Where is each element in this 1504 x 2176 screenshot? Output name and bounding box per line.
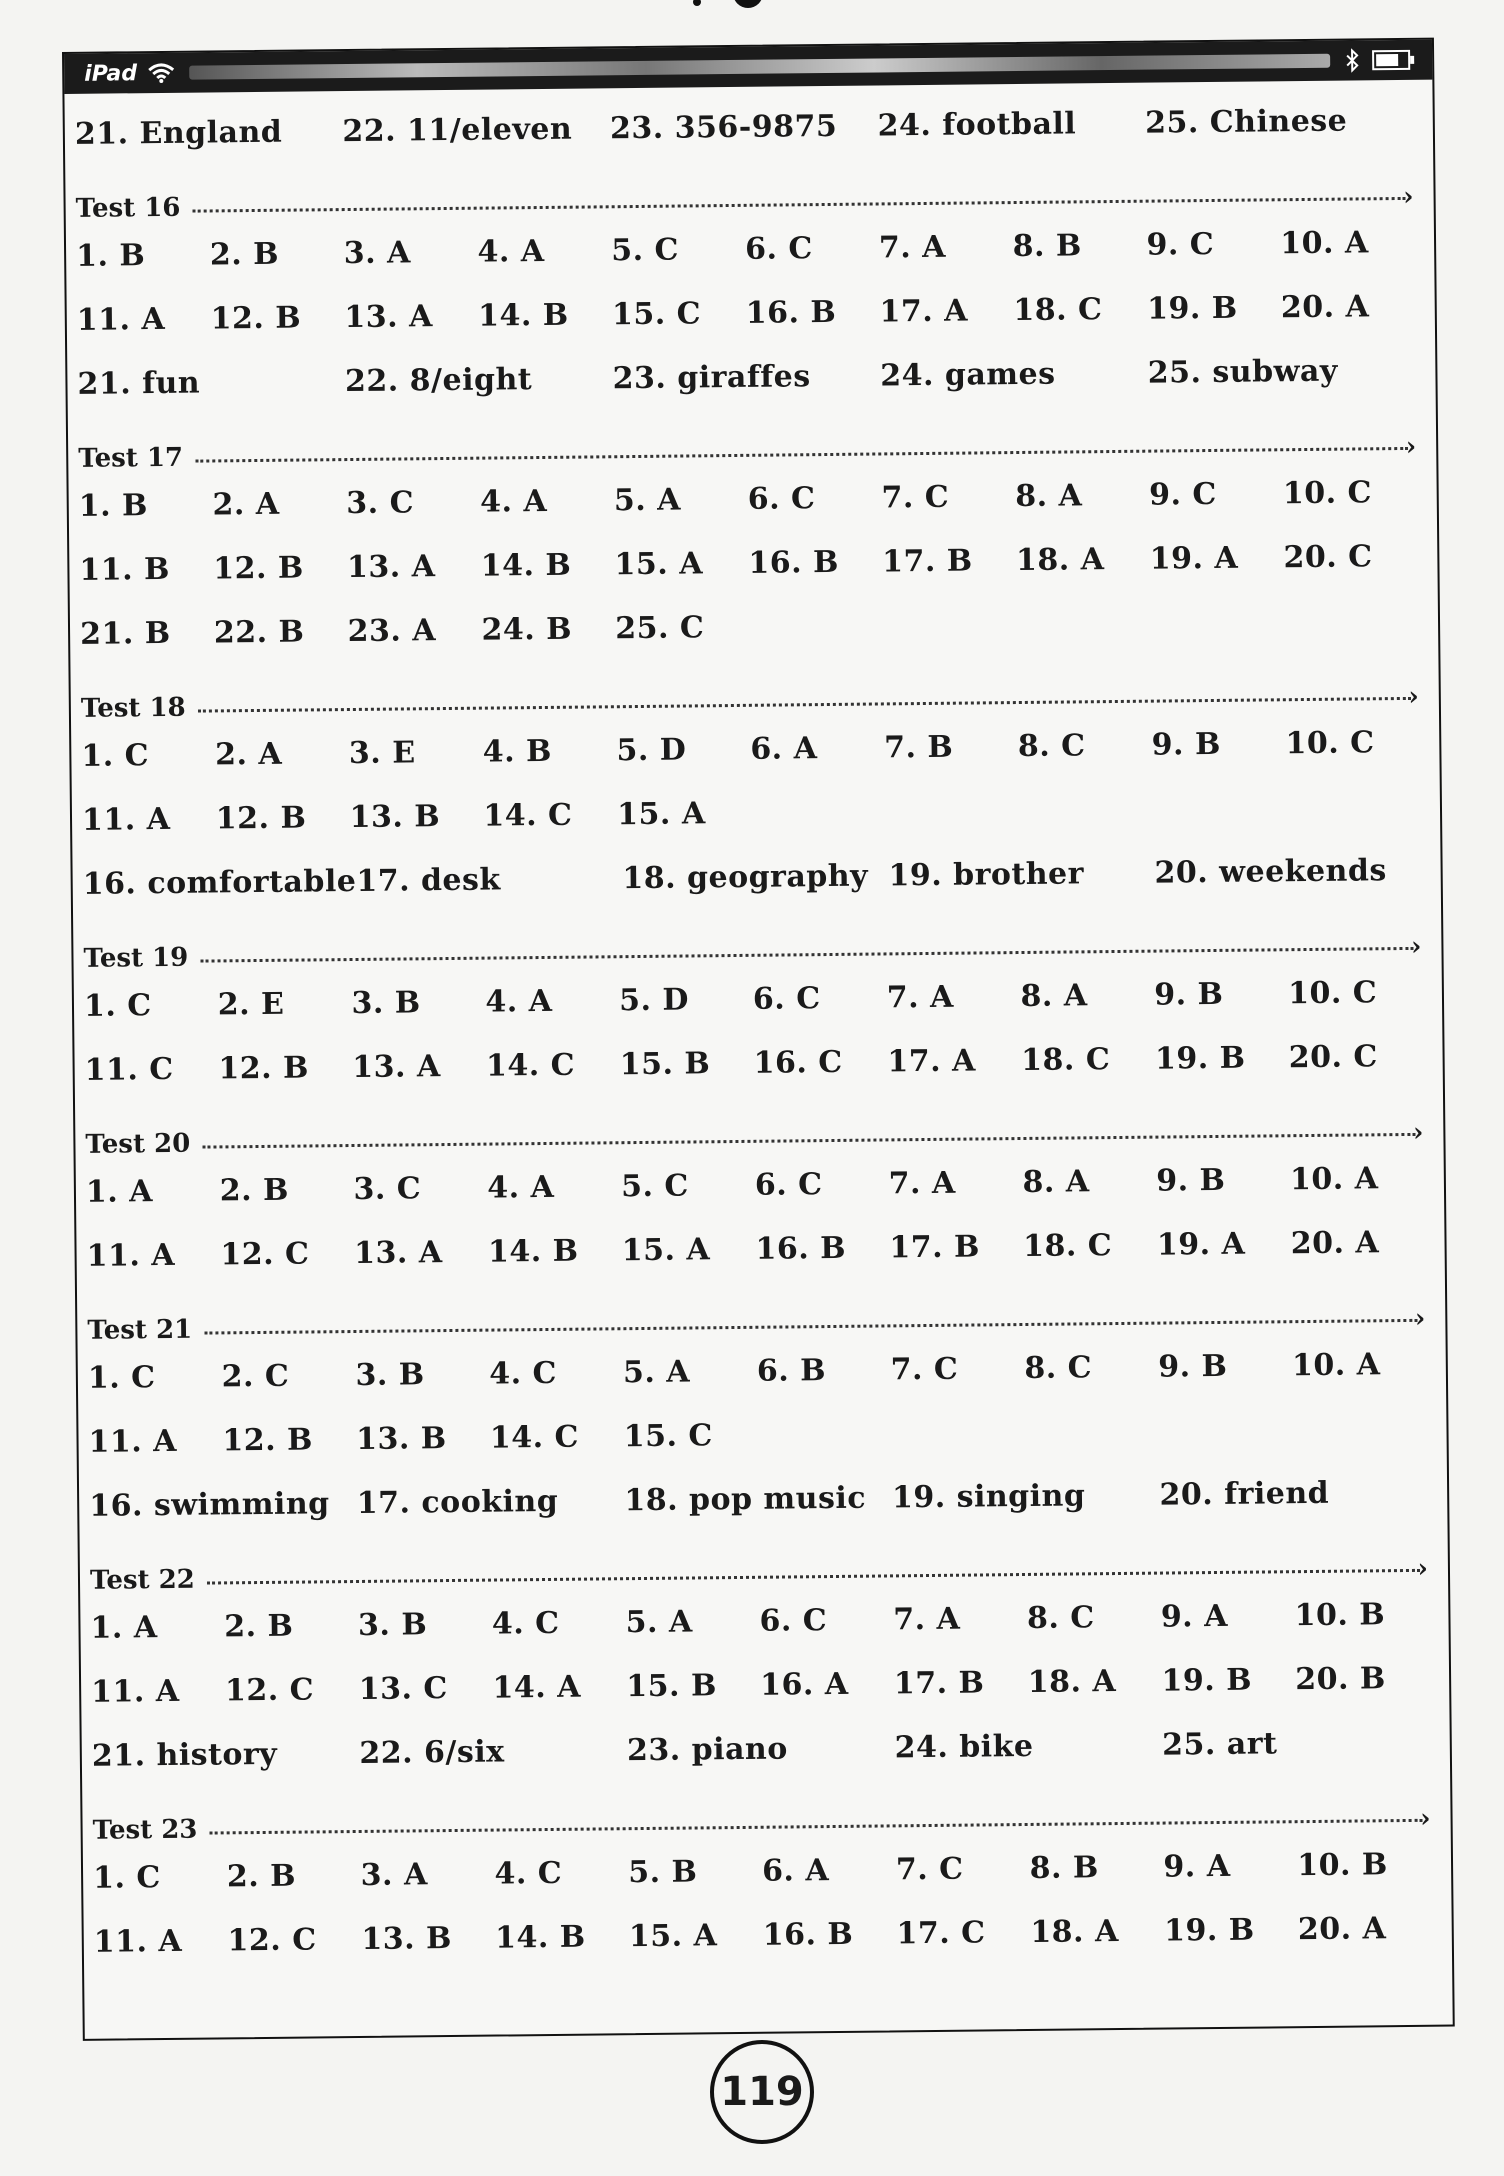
answer-cell: 6. C: [744, 230, 813, 267]
answer-cell: 3. C: [353, 1170, 422, 1207]
status-strip: [189, 54, 1330, 80]
answer-cell: 13. B: [349, 798, 441, 835]
answer-cell: 11. A: [81, 801, 171, 838]
answer-cell: 6. C: [747, 480, 816, 517]
answer-cell: 4. A: [477, 233, 545, 270]
answer-cell: [883, 624, 1017, 625]
answer-cell: 3. E: [348, 734, 416, 771]
section-title: Test 19: [83, 942, 189, 974]
page-number: 119: [710, 2040, 814, 2144]
answer-cell: 1. A: [90, 1609, 158, 1646]
answer-cell: 1. C: [92, 1859, 161, 1896]
answer-cell: 6. C: [752, 980, 821, 1017]
answer-cell: 14. C: [485, 1047, 576, 1084]
answer-cell: 20. C: [1283, 538, 1373, 575]
answer-cell: 12. B: [222, 1421, 314, 1458]
answer-cell: [1017, 623, 1151, 624]
answer-cell: 10. A: [1280, 224, 1369, 261]
answer-key-content: [75, 88, 1433, 1974]
answer-cell: 21. England: [74, 114, 283, 152]
answer-cell: 16. swimming: [89, 1485, 330, 1524]
answer-cell: [1286, 806, 1420, 807]
answer-cell: 20. A: [1280, 288, 1370, 325]
answer-cell: 19. B: [1161, 1662, 1253, 1699]
answer-cell: 16. B: [745, 294, 837, 331]
answer-cell: [1293, 1428, 1427, 1429]
answer-row: [93, 1896, 1432, 1974]
answer-cell: 13. A: [352, 1048, 441, 1085]
answer-cell: 18. A: [1027, 1663, 1117, 1700]
answer-cell: 1. B: [78, 487, 149, 524]
answer-cell: 2. B: [224, 1608, 294, 1644]
answer-cell: 13. C: [358, 1670, 448, 1707]
answer-cell: 9. C: [1146, 226, 1215, 263]
answer-cell: 25. Chinese: [1145, 103, 1348, 141]
answer-cell: [749, 625, 883, 626]
answer-cell: 8. C: [1017, 727, 1086, 764]
answer-cell: 15. B: [626, 1667, 718, 1704]
answer-cell: 12. B: [210, 300, 302, 336]
answer-cell: [1019, 809, 1153, 810]
answer-cell: 14. C: [483, 797, 573, 834]
answer-cell: 25. subway: [1147, 353, 1338, 391]
answer-cell: 3. B: [355, 1356, 425, 1393]
answer-cell: 9. B: [1151, 726, 1222, 763]
dotted-leader: [202, 1133, 1415, 1149]
answer-cell: 16. A: [759, 1666, 849, 1703]
answer-cell: 5. B: [628, 1853, 698, 1890]
answer-cell: 2. B: [209, 236, 280, 272]
answer-cell: 23. piano: [626, 1730, 788, 1768]
answer-cell: 24. bike: [894, 1728, 1034, 1765]
arrow-right-icon: ›: [1410, 931, 1422, 962]
answer-cell: 20. B: [1295, 1660, 1386, 1697]
answer-cell: 19. A: [1156, 1226, 1246, 1263]
answer-cell: 25. art: [1161, 1725, 1278, 1763]
answer-cell: 11. C: [84, 1051, 174, 1088]
answer-cell: 14. A: [492, 1669, 582, 1706]
answer-cell: 3. B: [351, 984, 421, 1021]
answer-cell: 12. C: [227, 1921, 317, 1958]
answer-cell: 2. E: [217, 986, 285, 1022]
answer-cell: 8. C: [1024, 1349, 1093, 1386]
section-title: Test 17: [78, 442, 184, 474]
arrow-right-icon: ›: [1417, 1553, 1429, 1584]
answer-cell: 10. A: [1291, 1346, 1381, 1383]
answer-cell: 20. friend: [1159, 1475, 1330, 1513]
answer-cell: 4. B: [482, 733, 553, 770]
answer-cell: 15. C: [623, 1417, 713, 1454]
answer-cell: 2. A: [214, 736, 283, 772]
answer-cell: 5. A: [625, 1603, 693, 1640]
answer-cell: 10. B: [1294, 1596, 1386, 1633]
answer-cell: 7. A: [888, 1165, 956, 1201]
device-label: iPad: [84, 60, 138, 87]
answer-cell: 5. C: [611, 232, 680, 268]
answer-cell: 13. B: [361, 1920, 453, 1957]
answer-cell: 14. B: [494, 1919, 586, 1956]
section-title: Test 22: [89, 1564, 195, 1596]
dotted-leader: [204, 1319, 1417, 1335]
answer-cell: 7. B: [883, 729, 954, 765]
answer-cell: 20. A: [1297, 1910, 1387, 1947]
answer-cell: 2. B: [219, 1172, 290, 1208]
answer-cell: 6. B: [756, 1352, 827, 1389]
answer-cell: 4. C: [489, 1355, 558, 1392]
answer-cell: 16. B: [748, 544, 840, 581]
bluetooth-icon: [1344, 48, 1360, 72]
answer-cell: 9. B: [1154, 976, 1224, 1013]
answer-cell: 8. A: [1022, 1163, 1090, 1200]
answer-cell: 12. B: [213, 549, 304, 586]
answer-cell: 8. B: [1029, 1849, 1099, 1886]
answer-cell: 6. C: [754, 1166, 823, 1203]
answer-cell: 17. B: [881, 542, 973, 579]
section-title: Test 23: [92, 1814, 198, 1846]
answer-cell: 15. A: [628, 1917, 718, 1954]
answer-cell: [1284, 620, 1418, 621]
answer-cell: 7. C: [895, 1851, 964, 1887]
arrow-right-icon: ›: [1414, 1303, 1426, 1334]
answer-cell: 3. A: [360, 1856, 428, 1893]
answer-cell: 17. A: [879, 293, 969, 329]
answer-cell: 10. A: [1289, 1160, 1379, 1197]
answer-cell: 12. C: [224, 1671, 315, 1708]
answer-cell: 18. pop music: [624, 1480, 867, 1518]
answer-cell: 10. C: [1285, 724, 1375, 761]
answer-cell: 2. B: [226, 1858, 297, 1894]
answer-cell: 9. A: [1163, 1848, 1231, 1885]
section-title: Test 16: [75, 192, 181, 224]
answer-cell: 4. C: [491, 1605, 560, 1642]
arrow-right-icon: ›: [1412, 1117, 1424, 1148]
answer-cell: [1025, 1431, 1159, 1432]
answer-cell: 22. 11/eleven: [342, 111, 573, 149]
answer-cell: [751, 811, 885, 812]
answer-cell: 16. B: [762, 1916, 854, 1953]
answer-cell: 5. A: [622, 1353, 691, 1390]
answer-cell: 7. A: [893, 1601, 961, 1637]
answer-cell: 15. C: [611, 295, 702, 332]
answer-cell: 10. C: [1282, 474, 1373, 511]
answer-cell: 18. C: [1013, 291, 1103, 328]
dotted-leader: [195, 447, 1408, 463]
answer-cell: 6. A: [750, 730, 818, 767]
answer-cell: [1159, 1429, 1293, 1430]
answer-cell: 4. A: [487, 1169, 555, 1206]
answer-cell: 17. B: [889, 1228, 981, 1265]
answer-cell: 9. C: [1148, 476, 1217, 513]
tablet-frame: [62, 38, 1455, 2041]
answer-cell: 7. C: [890, 1351, 959, 1387]
status-bar: [64, 40, 1432, 94]
answer-cell: 11. A: [90, 1673, 180, 1710]
answer-cell: 12. B: [215, 799, 307, 836]
answer-cell: 11. A: [93, 1923, 183, 1960]
answer-cell: [885, 810, 1019, 811]
answer-cell: 16. B: [755, 1230, 847, 1267]
answer-cell: 20. C: [1288, 1038, 1378, 1075]
answer-cell: 9. B: [1158, 1348, 1228, 1385]
answer-cell: 8. B: [1012, 227, 1082, 264]
answer-cell: [891, 1432, 1025, 1433]
answer-cell: 10. C: [1287, 974, 1378, 1011]
answer-cell: 18. geography: [622, 858, 869, 896]
answer-cell: 1. C: [81, 737, 150, 774]
answer-cell: 12. C: [220, 1235, 310, 1272]
answer-cell: 5. C: [620, 1168, 689, 1204]
answer-cell: 8. A: [1020, 977, 1088, 1014]
answer-cell: 13. B: [355, 1420, 447, 1457]
answer-cell: 20. weekends: [1154, 852, 1387, 891]
answer-cell: 14. C: [489, 1419, 580, 1456]
answer-cell: 9. A: [1160, 1598, 1229, 1635]
answer-cell: [1150, 621, 1284, 622]
answer-cell: 16. comfortable: [82, 863, 357, 902]
answer-cell: 19. B: [1163, 1912, 1255, 1949]
dotted-leader: [207, 1569, 1420, 1585]
answer-cell: 21. history: [91, 1736, 278, 1774]
answer-cell: 23. giraffes: [612, 358, 811, 396]
answer-cell: 13. A: [354, 1234, 443, 1271]
answer-cell: 14. B: [487, 1233, 579, 1270]
answer-cell: 13. A: [346, 548, 436, 585]
section-title: Test 21: [87, 1314, 193, 1346]
answer-cell: 1. C: [83, 987, 152, 1024]
answer-cell: 11. A: [86, 1237, 176, 1274]
dotted-leader: [200, 947, 1413, 963]
answer-cell: 18. A: [1015, 541, 1105, 578]
answer-cell: 19. A: [1149, 540, 1239, 577]
dotted-leader: [198, 697, 1411, 713]
answer-cell: 4. A: [485, 983, 553, 1020]
answer-cell: 15. B: [619, 1045, 711, 1082]
answer-cell: 3. C: [346, 484, 415, 521]
answer-cell: 12. B: [218, 1049, 310, 1086]
answer-cell: 20. A: [1290, 1224, 1380, 1261]
answer-cell: 7. C: [881, 479, 950, 515]
answer-cell: 21. B: [79, 615, 171, 652]
answer-cell: 13. A: [344, 298, 433, 335]
answer-cell: 23. A: [347, 612, 437, 649]
answer-cell: 11. A: [88, 1423, 178, 1460]
decorative-dot-small: [693, 0, 701, 6]
answer-cell: 17. desk: [356, 861, 501, 899]
arrow-right-icon: ›: [1403, 181, 1414, 212]
answer-cell: 18. C: [1021, 1041, 1111, 1078]
answer-cell: 16. C: [753, 1044, 843, 1081]
answer-cell: 10. B: [1297, 1846, 1388, 1883]
answer-cell: 5. A: [613, 482, 682, 518]
answer-cell: 17. C: [896, 1914, 986, 1951]
wifi-icon: [147, 62, 175, 84]
answer-cell: 5. D: [616, 732, 687, 768]
answer-cell: [1152, 807, 1286, 808]
section-title: Test 18: [80, 692, 186, 724]
answer-cell: 11. B: [79, 551, 171, 588]
answer-cell: 22. B: [213, 613, 305, 650]
answer-cell: 19. B: [1154, 1040, 1246, 1077]
answer-cell: 9. B: [1156, 1162, 1226, 1199]
answer-cell: 3. B: [357, 1606, 428, 1643]
answer-cell: 21. fun: [77, 365, 201, 402]
answer-cell: 4. A: [479, 483, 548, 520]
answer-cell: 18. A: [1030, 1913, 1119, 1950]
answer-cell: 22. 6/six: [359, 1733, 505, 1771]
answer-cell: 7. A: [886, 979, 954, 1015]
answer-cell: 24. football: [877, 105, 1077, 143]
answer-cell: 22. 8/eight: [344, 361, 533, 399]
arrow-right-icon: ›: [1405, 431, 1417, 462]
answer-cell: 8. A: [1015, 477, 1083, 514]
answer-cell: 18. C: [1022, 1227, 1113, 1264]
answer-cell: 1. C: [87, 1359, 156, 1396]
answer-cell: 19. B: [1146, 290, 1238, 327]
dotted-leader: [192, 197, 1405, 213]
answer-cell: 17. cooking: [356, 1483, 559, 1521]
arrow-right-icon: ›: [1408, 681, 1419, 712]
answer-cell: 24. games: [880, 356, 1056, 393]
answer-cell: 2. C: [221, 1358, 290, 1394]
answer-cell: 15. A: [614, 545, 704, 582]
answer-cell: 7. A: [878, 229, 947, 265]
answer-cell: 17. B: [893, 1664, 985, 1701]
answer-cell: 15. A: [617, 795, 706, 832]
decorative-dot: [733, 0, 763, 8]
answer-cell: 1. A: [85, 1173, 154, 1210]
answer-cell: [758, 1433, 892, 1434]
answer-cell: 8. C: [1026, 1599, 1095, 1636]
section-title: Test 20: [85, 1128, 191, 1160]
answer-cell: 1. B: [75, 237, 146, 274]
dotted-leader: [209, 1819, 1422, 1835]
answer-cell: 19. brother: [888, 855, 1085, 893]
arrow-right-icon: ›: [1420, 1803, 1431, 1834]
answer-cell: 4. C: [494, 1855, 563, 1892]
battery-icon: [1372, 50, 1410, 70]
answer-cell: 14. B: [477, 297, 569, 334]
answer-cell: 3. A: [343, 234, 411, 271]
answer-cell: 17. A: [887, 1042, 977, 1079]
answer-cell: 25. C: [615, 609, 705, 646]
answer-cell: 24. B: [481, 611, 573, 648]
answer-cell: 6. C: [759, 1602, 828, 1639]
answer-cell: 14. B: [480, 547, 572, 584]
answer-cell: 19. singing: [891, 1477, 1086, 1515]
answer-cell: 15. A: [621, 1231, 711, 1268]
answer-cell: 23. 356-9875: [609, 108, 838, 146]
answer-cell: 11. A: [76, 301, 166, 338]
answer-cell: 5. D: [618, 981, 690, 1018]
answer-cell: 2. A: [212, 486, 280, 522]
answer-cell: 6. A: [761, 1852, 830, 1889]
